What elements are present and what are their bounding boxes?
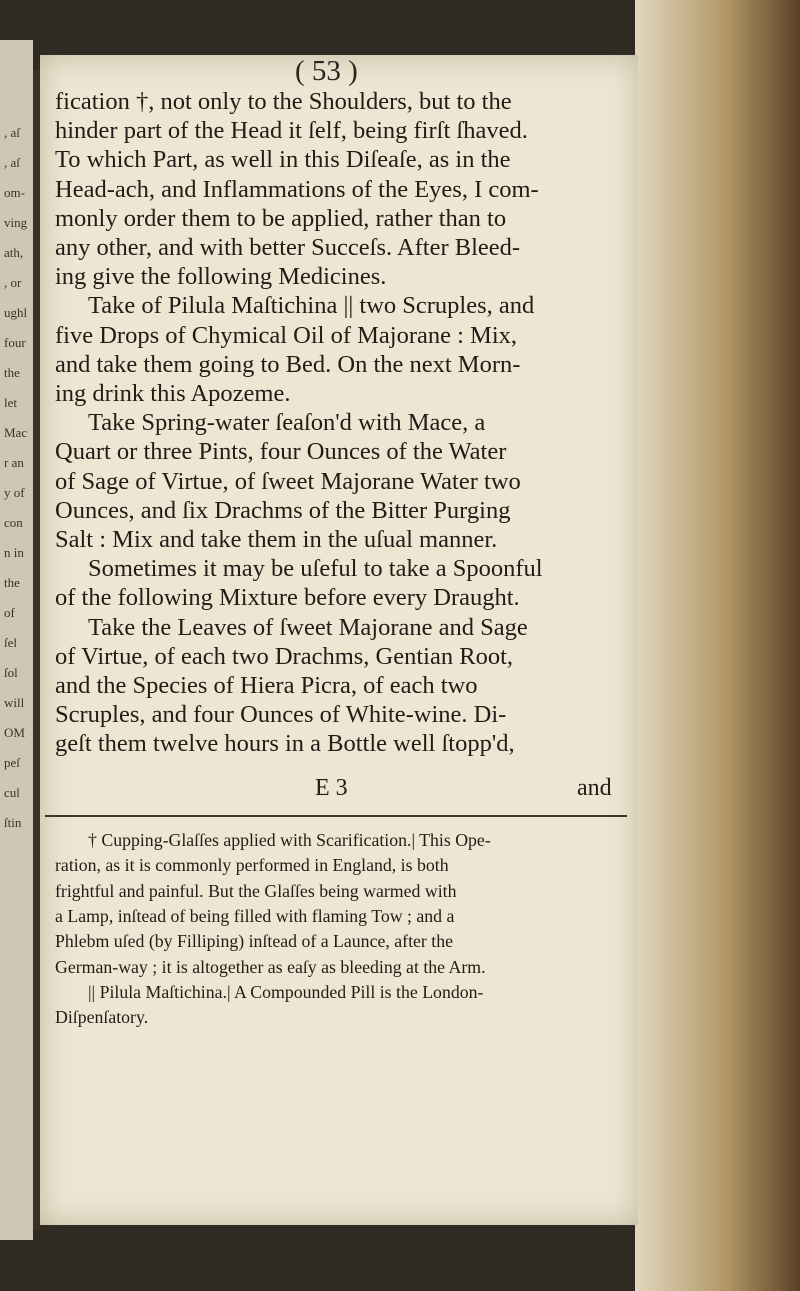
text-line: fication †, not only to the Shoulders, but to the <box>55 88 512 115</box>
margin-fragment: ſel <box>4 635 17 650</box>
text-line: ing give the following Medicines. <box>55 263 387 291</box>
footnote-line: a Lamp, inſtead of being filled with flaming Tow ; and a <box>55 905 455 926</box>
text-line: Ounces, and ſix Drachms of the Bitter Purging <box>55 496 511 524</box>
margin-fragment: the <box>4 575 20 590</box>
margin-fragment: om- <box>4 185 25 200</box>
text-line: geſt them twelve hours in a Bottle well ſtopp'd, <box>55 730 515 758</box>
text-line: Sometimes it may be uſeful to take a Spoonful <box>88 555 543 583</box>
text-line: hinder part of the Head it ſelf, being firſt ſhaved. <box>55 117 528 145</box>
margin-fragment: ving <box>4 215 28 230</box>
left-page-edge <box>0 40 33 1240</box>
footnote-line: Diſpenſatory. <box>55 1007 149 1028</box>
margin-fragment: con <box>4 515 23 530</box>
text-line: Take Spring-water ſeaſon'd with Mace, a <box>88 409 486 437</box>
catchword: and <box>577 775 612 801</box>
margin-fragment: the <box>4 365 20 380</box>
text-line: Salt : Mix and take them in the uſual manner. <box>55 526 498 553</box>
text-line: and the Species of Hiera Picra, of each two <box>55 672 478 699</box>
margin-fragment: will <box>4 695 25 710</box>
text-line: ing drink this Apozeme. <box>55 380 291 407</box>
footnote-line: frightful and painful. But the Glaſſes being warmed with <box>55 880 457 901</box>
book-page <box>40 55 638 1225</box>
text-line: Take the Leaves of ſweet Majorane and Sage <box>88 613 528 641</box>
margin-fragment: Mac <box>4 425 28 440</box>
footnote-line: † Cupping-Glaſſes applied with Scarification.| This Ope- <box>88 830 491 850</box>
text-line: Scruples, and four Ounces of White-wine. Di- <box>55 701 507 729</box>
page-number: ( 53 ) <box>295 55 358 87</box>
text-line: Take of Pilula Maſtichina || two Scruples, and <box>88 292 535 320</box>
margin-fragment: OM <box>4 725 25 740</box>
margin-fragment: of <box>4 605 15 620</box>
margin-fragment: peſ <box>4 755 20 770</box>
margin-fragment: y of <box>4 485 25 500</box>
text-line: monly order them to be applied, rather than to <box>55 204 507 232</box>
text-line: Quart or three Pints, four Ounces of the Water <box>55 438 507 466</box>
margin-fragment: , or <box>4 275 22 290</box>
text-line: and take them going to Bed. On the next Morn- <box>55 350 521 378</box>
footnote-line: Phlebm uſed (by Filliping) inſtead of a Launce, after the <box>55 931 453 952</box>
margin-fragment: ath, <box>4 245 24 260</box>
margin-fragment: ſol <box>4 665 18 680</box>
footnote-rule <box>45 815 627 817</box>
margin-fragment: , aſ <box>4 155 20 170</box>
signature-mark: E 3 <box>315 775 348 801</box>
margin-fragment: ſtin <box>4 815 22 830</box>
footnote-line: ration, as it is commonly performed in England, is both <box>55 855 449 876</box>
text-line: To which Part, as well in this Diſeaſe, as in the <box>55 146 511 174</box>
text-line: any other, and with better Succeſs. After Bleed- <box>55 234 521 261</box>
binding-gutter <box>33 70 40 1230</box>
text-line: Head-ach, and Inflammations of the Eyes, I com- <box>55 175 539 203</box>
margin-fragment: , aſ <box>4 125 20 140</box>
right-page-edge <box>635 0 800 1291</box>
text-line: of Virtue, of each two Drachms, Gentian Root, <box>55 642 514 670</box>
text-line: of the following Mixture before every Draught. <box>55 584 520 612</box>
margin-fragment: four <box>4 335 26 350</box>
margin-fragment: ughl <box>4 305 28 320</box>
margin-fragment: let <box>4 395 17 410</box>
margin-fragment: n in <box>4 545 24 560</box>
footnote-line: German-way ; it is altogether as eaſy as bleeding at the Arm. <box>55 956 486 977</box>
margin-fragment: cul <box>4 785 20 800</box>
margin-fragment: r an <box>4 455 24 470</box>
text-line: of Sage of Virtue, of ſweet Majorane Water two <box>55 467 521 495</box>
footnote-line: || Pilula Maſtichina.| A Compounded Pill is the London- <box>88 981 484 1002</box>
text-line: five Drops of Chymical Oil of Majorane : Mix, <box>55 321 518 349</box>
